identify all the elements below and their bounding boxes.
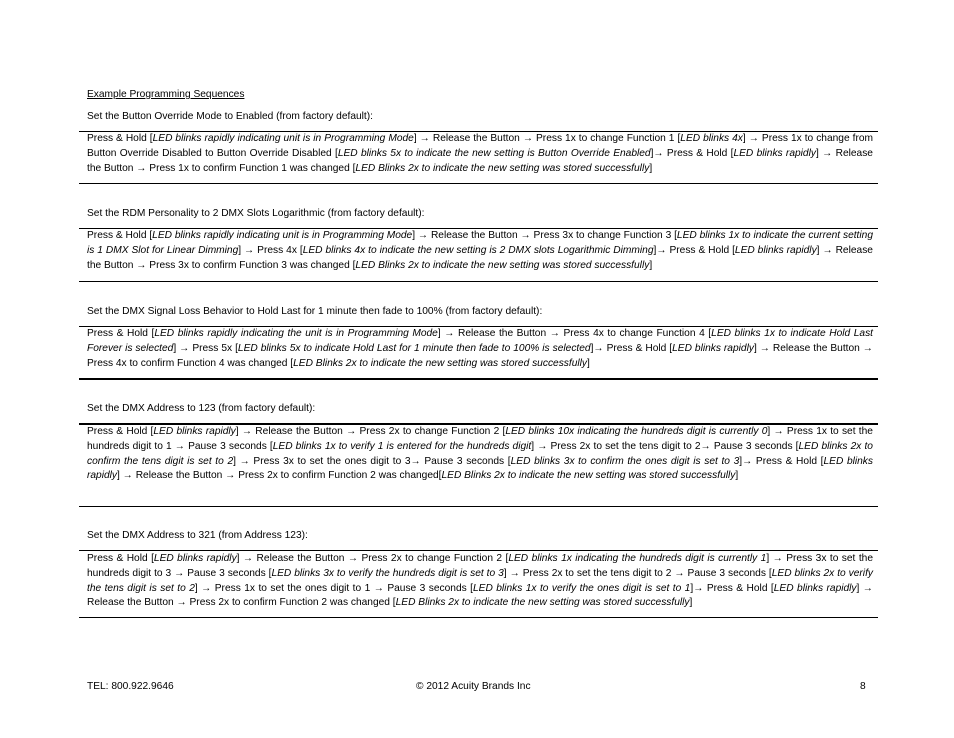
italic-note: LED Blinks 2x to indicate the new setting was stored successfully: [355, 162, 650, 174]
instruction-text: ] → Release the Button → Press 1x to change Function 1 [: [413, 133, 681, 144]
top-rule: [79, 550, 878, 551]
bottom-rule: [79, 281, 878, 282]
instruction-text: ] → Press 3x to set the hundreds digit to 3 → Pause 3 seconds [: [87, 553, 873, 579]
italic-note: LED blinks rapidly indicating unit is in Programming Mode: [152, 133, 414, 144]
italic-note: LED blinks 5x to indicate the new setting is Button Override Enabled: [337, 147, 651, 159]
italic-note: LED Blinks 2x to indicate the new setting was stored successfully: [395, 597, 690, 609]
bottom-rule: [79, 378, 878, 380]
italic-note: LED blinks rapidly: [733, 147, 816, 159]
italic-note: LED Blinks 2x to indicate the new setting was stored successfully: [441, 470, 736, 482]
bottom-rule: [79, 506, 878, 507]
instruction-text: ]: [649, 259, 653, 271]
instruction-text: ] → Press 4x [: [238, 244, 303, 256]
instruction-text: ]: [735, 470, 739, 482]
italic-note: LED blinks 4x to indicate the new setting is 2 DMX slots Logarithmic Dimming: [302, 244, 654, 256]
instruction-text: ] → Press 1x to set the hundreds digit to 1 → Pause 3 seconds [: [87, 426, 873, 452]
instruction-text: ] → Release the Button → Press 1x to confirm Function 1 was changed [: [87, 147, 873, 174]
italic-note: LED blinks rapidly: [153, 553, 237, 564]
instruction-text: Press & Hold [: [87, 328, 155, 339]
instruction-text: ] → Release the Button → Press 3x to confirm Function 3 was changed [: [87, 244, 873, 271]
italic-note: LED blinks rapidly indicating unit is in Programming Mode: [152, 230, 413, 241]
instruction-text: Press & Hold [: [87, 426, 154, 437]
italic-note: LED blinks 10x indicating the hundreds digit is currently 0: [505, 426, 768, 437]
italic-note: LED Blinks 2x to indicate the new setting was stored successfully: [293, 357, 588, 369]
italic-note: LED blinks rapidly: [672, 342, 754, 354]
instruction-text: ] → Press 5x [: [173, 342, 238, 354]
page-title: Example Programming Sequences: [87, 89, 245, 100]
footer-page-number: 8: [860, 681, 866, 692]
instruction-text: ]: [649, 162, 653, 174]
italic-note: LED blinks rapidly: [734, 244, 817, 256]
instruction-text: ] → Press 3x to set the ones digit to 3→ Pause 3 seconds [: [233, 455, 511, 467]
instruction-text: ] → Release the Button → Press 2x to confirm Function 2 was changed [: [87, 582, 873, 609]
instruction-text: Press & Hold [: [87, 553, 154, 564]
italic-note: LED blinks 4x: [680, 133, 743, 144]
instruction-text: ] → Release the Button → Press 2x to confirm Function 2 was changed[: [117, 470, 442, 482]
instruction-text: ] → Press 2x to set the tens digit to 2 → Pause 3 seconds [: [503, 567, 772, 579]
italic-note: LED blinks 1x indicating the hundreds digit is currently 1: [508, 553, 767, 564]
italic-note: LED blinks 1x to indicate Hold Last Forever is selected: [87, 328, 873, 354]
bottom-rule: [79, 183, 878, 184]
section-body: [87, 132, 873, 176]
italic-note: LED Blinks 2x to indicate the new setting was stored successfully: [355, 259, 650, 271]
instruction-text: ]→ Press & Hold [: [739, 455, 824, 467]
italic-note: LED blinks 2x to verify the tens digit is set to 2: [87, 567, 873, 594]
instruction-text: ] → Release the Button → Press 2x to change Function 2 [: [235, 426, 506, 437]
italic-note: LED blinks 5x to indicate Hold Last for 1 minute then fade to 100% is selected: [237, 342, 591, 354]
section-heading: Set the DMX Address to 123 (from factory default):: [87, 403, 316, 414]
instruction-text: ]→ Press & Hold [: [590, 342, 673, 354]
section-body: [87, 327, 873, 371]
italic-note: LED blinks rapidly: [87, 455, 873, 482]
instruction-text: ] → Release the Button → Press 4x to confirm Function 4 was changed [: [87, 342, 873, 369]
instruction-text: ] → Press 1x to set the ones digit to 1 → Pause 3 seconds [: [194, 582, 473, 594]
italic-note: LED blinks rapidly: [773, 582, 857, 594]
italic-note: LED blinks rapidly: [153, 426, 236, 437]
italic-note: LED blinks 1x to verify the ones digit is set to 1: [473, 582, 691, 594]
italic-note: LED blinks 3x to confirm the ones digit is set to 3: [510, 455, 740, 467]
italic-note: LED blinks 2x to confirm the tens digit is set to 2: [87, 440, 873, 467]
section-body: [87, 229, 873, 273]
instruction-text: ]→ Press & Hold [: [650, 147, 734, 159]
footer-copyright: © 2012 Acuity Brands Inc: [416, 681, 531, 692]
footer-phone: TEL: 800.922.9646: [87, 681, 174, 692]
section-heading: Set the RDM Personality to 2 DMX Slots Logarithmic (from factory default):: [87, 208, 425, 219]
instruction-text: Press & Hold [: [87, 230, 153, 241]
section-body: [87, 425, 873, 484]
section-body: [87, 552, 873, 611]
italic-note: LED blinks 1x to verify 1 is entered for the hundreds digit: [272, 440, 532, 452]
italic-note: LED blinks rapidly indicating the unit is in Programming Mode: [154, 328, 438, 339]
instruction-text: ] → Release the Button → Press 4x to change Function 4 [: [437, 328, 712, 339]
instruction-text: ] → Press 1x to change from Button Override Disabled to Button Override Disabled [: [87, 133, 873, 159]
italic-note: LED blinks 1x to indicate the current setting is 1 DMX Slot for Linear Dimming: [87, 230, 873, 256]
section-heading: Set the DMX Address to 321 (from Address 123):: [87, 530, 308, 541]
instruction-text: ] → Release the Button → Press 2x to change Function 2 [: [236, 553, 509, 564]
instruction-text: ]: [587, 357, 590, 369]
section-heading: Set the DMX Signal Loss Behavior to Hold Last for 1 minute then fade to 100% (from factory default):: [87, 306, 543, 317]
instruction-text: ]→ Press & Hold [: [690, 582, 774, 594]
instruction-text: ] → Release the Button → Press 3x to change Function 3 [: [412, 230, 677, 241]
instruction-text: Press & Hold [: [87, 133, 153, 144]
instruction-text: ]: [689, 597, 693, 609]
instruction-text: ]→ Press & Hold [: [653, 244, 735, 256]
bottom-rule: [79, 617, 878, 618]
section-heading: Set the Button Override Mode to Enabled (from factory default):: [87, 111, 373, 122]
italic-note: LED blinks 3x to verify the hundreds digit is set to 3: [271, 567, 504, 579]
instruction-text: ] → Press 2x to set the tens digit to 2→ Pause 3 seconds [: [531, 440, 799, 452]
